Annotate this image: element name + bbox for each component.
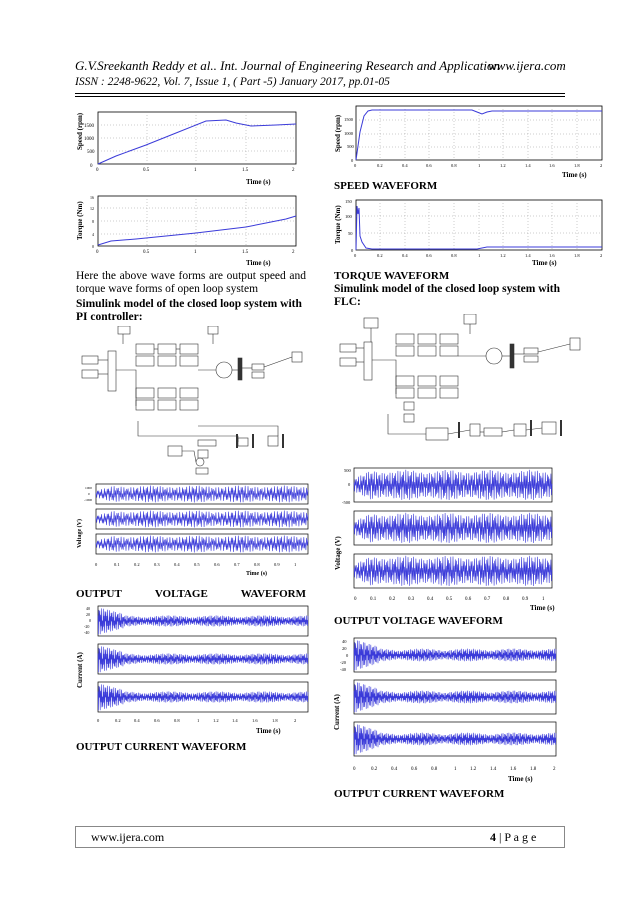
xtick: 0 (354, 253, 357, 258)
xtick: 0.5 (143, 250, 150, 255)
ytick: 8 (92, 219, 94, 224)
ytick: 0 (90, 164, 93, 169)
pi-simulink-diagram (78, 326, 306, 476)
ytick: 500 (87, 150, 95, 155)
xtick: 0 (97, 718, 100, 723)
xtick: 0.6 (411, 767, 418, 772)
ytick: 20 (342, 646, 347, 651)
xtick: 0.8 (451, 253, 457, 258)
running-header-issn: ISSN : 2248-9622, Vol. 7, Issue 1, ( Part -5) January 2017, pp.01-05 (75, 76, 390, 88)
ytick: 500 (344, 468, 351, 473)
xtick: 0.3 (154, 562, 160, 567)
left-current-ylabel: Current (A) (76, 652, 84, 688)
xtick: 0.2 (377, 163, 383, 168)
xtick: 1.2 (500, 163, 506, 168)
right-voltage-plot (332, 464, 568, 614)
flc-simulink-diagram (334, 314, 584, 462)
xtick: 2 (600, 253, 603, 258)
caption-word: OUTPUT (76, 588, 122, 600)
left-voltage-ylabel: Voltage (V) (77, 519, 83, 548)
xtick: 1 (454, 767, 457, 772)
xtick: 0.8 (431, 767, 438, 772)
xtick: 0.4 (427, 597, 434, 602)
xtick: 0 (95, 562, 98, 567)
ytick: 1500 (84, 124, 94, 129)
ytick: 100 (345, 214, 352, 219)
xtick: 0.9 (522, 597, 529, 602)
ytick: 0 (89, 618, 91, 623)
xtick: 2 (600, 163, 603, 168)
left-simulink-heading: Simulink model of the closed loop system with PI controller: (76, 298, 302, 323)
xtick: 0.6 (465, 597, 472, 602)
xtick: 0.1 (370, 597, 377, 602)
xtick: 1 (197, 718, 200, 723)
right-voltage-caption: OUTPUT VOLTAGE WAVEFORM (334, 615, 503, 627)
ytick: 50 (348, 231, 353, 236)
left-torque-plot (76, 192, 302, 268)
xtick: 1.4 (232, 718, 238, 723)
ytick: 12 (90, 206, 94, 211)
right-current-ylabel: Current (A) (333, 694, 341, 730)
xtick: 1 (194, 250, 197, 255)
xtick: 0.5 (446, 597, 453, 602)
ytick: -20 (340, 660, 346, 665)
xtick: 0.1 (114, 562, 120, 567)
ytick: -1000 (84, 498, 93, 502)
left-voltage-xlabel: Time (s) (246, 571, 268, 577)
ytick: 500 (347, 144, 354, 149)
xtick: 0.8 (174, 718, 180, 723)
header-rule (75, 93, 565, 94)
ytick: -40 (84, 630, 90, 635)
xtick: 0.2 (115, 718, 121, 723)
xtick: 1.2 (500, 253, 506, 258)
left-current-traces (98, 606, 308, 712)
ytick: 0 (88, 492, 90, 496)
xtick: 1 (294, 562, 297, 567)
xtick: 1.8 (530, 767, 537, 772)
xtick: 2 (294, 718, 297, 723)
footer-page (490, 830, 536, 845)
xtick: 1.4 (525, 163, 531, 168)
right-simulink-heading: Simulink model of the closed loop system with FLC: (334, 283, 560, 308)
xtick: 1.6 (549, 163, 555, 168)
ytick: 1000 (344, 131, 353, 136)
left-speed-ylabel: Speed (rpm) (76, 112, 84, 150)
running-header-citation: G.V.Sreekanth Reddy et al.. Int. Journal of Engineering Research and Application (75, 58, 500, 73)
ytick: 0 (348, 482, 351, 487)
xtick: 0.4 (134, 718, 140, 723)
right-current-traces (354, 638, 556, 756)
xtick: 1.6 (549, 253, 555, 258)
xtick: 0.6 (214, 562, 220, 567)
xtick: 0.4 (402, 163, 408, 168)
xtick: 0.2 (389, 597, 396, 602)
xtick: 1.2 (213, 718, 219, 723)
xtick: 0.8 (254, 562, 260, 567)
xtick: 1.4 (525, 253, 531, 258)
open-loop-paragraph: Here the above wave forms are output speed and torque wave forms of open loop system (76, 270, 306, 295)
ytick: 20 (86, 612, 90, 617)
left-current-xlabel: Time (s) (256, 727, 281, 735)
xtick: 1 (478, 253, 481, 258)
left-voltage-caption (76, 588, 306, 600)
xtick: 0 (96, 168, 99, 173)
caption-word: VOLTAGE (154, 588, 208, 600)
xtick: 0.8 (451, 163, 457, 168)
ytick: 0 (92, 244, 94, 249)
left-voltage-plot (76, 482, 312, 578)
ytick: 150 (345, 199, 352, 204)
right-torque-caption: TORQUE WAVEFORM (334, 270, 450, 282)
xtick: 0.6 (154, 718, 160, 723)
ytick: 40 (86, 606, 90, 611)
xtick: 2 (292, 168, 295, 173)
xtick: 0.4 (391, 767, 398, 772)
xtick: 1.5 (242, 168, 249, 173)
xtick: 0.7 (484, 597, 491, 602)
xtick: 1 (194, 168, 197, 173)
ytick: 0 (351, 248, 354, 253)
left-current-caption: OUTPUT CURRENT WAVEFORM (76, 741, 247, 753)
left-speed-plot (76, 108, 302, 188)
right-torque-xlabel: Time (s) (532, 259, 557, 267)
right-speed-plot (332, 102, 606, 180)
xtick: 0.9 (274, 562, 280, 567)
right-current-xlabel: Time (s) (508, 775, 533, 783)
xtick: 0.4 (174, 562, 180, 567)
left-torque-xlabel: Time (s) (246, 259, 271, 267)
xtick: 0.6 (426, 253, 432, 258)
ytick: 0 (351, 158, 354, 163)
right-speed-ylabel: Speed (rpm) (334, 114, 342, 152)
xtick: 0 (354, 597, 357, 602)
xtick: 0.7 (234, 562, 240, 567)
ytick: -20 (84, 624, 90, 629)
left-torque-ylabel: Torque (Nm) (76, 201, 84, 240)
xtick: 0.4 (402, 253, 408, 258)
ytick: 1000 (85, 486, 92, 490)
xtick: 0.2 (377, 253, 383, 258)
right-voltage-ylabel: Voltage (V) (334, 536, 342, 570)
caption-word: WAVEFORM (240, 588, 306, 600)
xtick: 0.2 (371, 767, 378, 772)
xtick: 1.8 (574, 253, 580, 258)
xtick: 2 (553, 767, 556, 772)
xtick: 1.2 (470, 767, 477, 772)
xtick: 0 (354, 163, 357, 168)
page-label: | P a g e (496, 830, 537, 844)
footer-website[interactable]: www.ijera.com (91, 830, 165, 844)
xtick: 1 (542, 597, 545, 602)
header-rule-2 (75, 96, 565, 97)
left-voltage-traces (96, 484, 308, 554)
xtick: 0.5 (143, 168, 150, 173)
xtick: 0.2 (134, 562, 140, 567)
xtick: 2 (292, 250, 295, 255)
xtick: 0.5 (194, 562, 200, 567)
page-number: 4 (490, 830, 496, 844)
right-current-plot (332, 634, 574, 784)
ytick: -500 (342, 500, 351, 505)
xtick: 1.8 (574, 163, 580, 168)
xtick: 0 (353, 767, 356, 772)
right-torque-plot (332, 196, 606, 268)
xtick: 1.5 (242, 250, 249, 255)
left-current-plot (76, 602, 314, 736)
xtick: 1 (478, 163, 481, 168)
right-voltage-xlabel: Time (s) (530, 604, 555, 612)
xtick: 0.3 (408, 597, 415, 602)
ytick: 16 (90, 195, 94, 200)
xtick: 0 (96, 250, 99, 255)
ytick: 4 (92, 232, 94, 237)
xtick: 0.8 (503, 597, 510, 602)
xtick: 0.6 (426, 163, 432, 168)
xtick: 1.4 (490, 767, 497, 772)
xtick: 1.6 (252, 718, 258, 723)
xtick: 1.6 (510, 767, 517, 772)
left-speed-xlabel: Time (s) (246, 178, 271, 186)
right-torque-ylabel: Torque (Nm) (334, 205, 342, 244)
right-current-caption: OUTPUT CURRENT WAVEFORM (334, 788, 505, 800)
right-speed-caption: SPEED WAVEFORM (334, 180, 438, 192)
ytick: 40 (342, 639, 347, 644)
right-voltage-traces (354, 468, 552, 588)
ytick: 1500 (344, 117, 353, 122)
ytick: 1000 (84, 137, 94, 142)
ytick: -40 (340, 667, 346, 672)
ytick: 0 (346, 653, 349, 658)
xtick: 1.8 (272, 718, 278, 723)
running-header-website[interactable]: www.ijera.com (488, 58, 566, 73)
right-speed-xlabel: Time (s) (562, 171, 587, 179)
